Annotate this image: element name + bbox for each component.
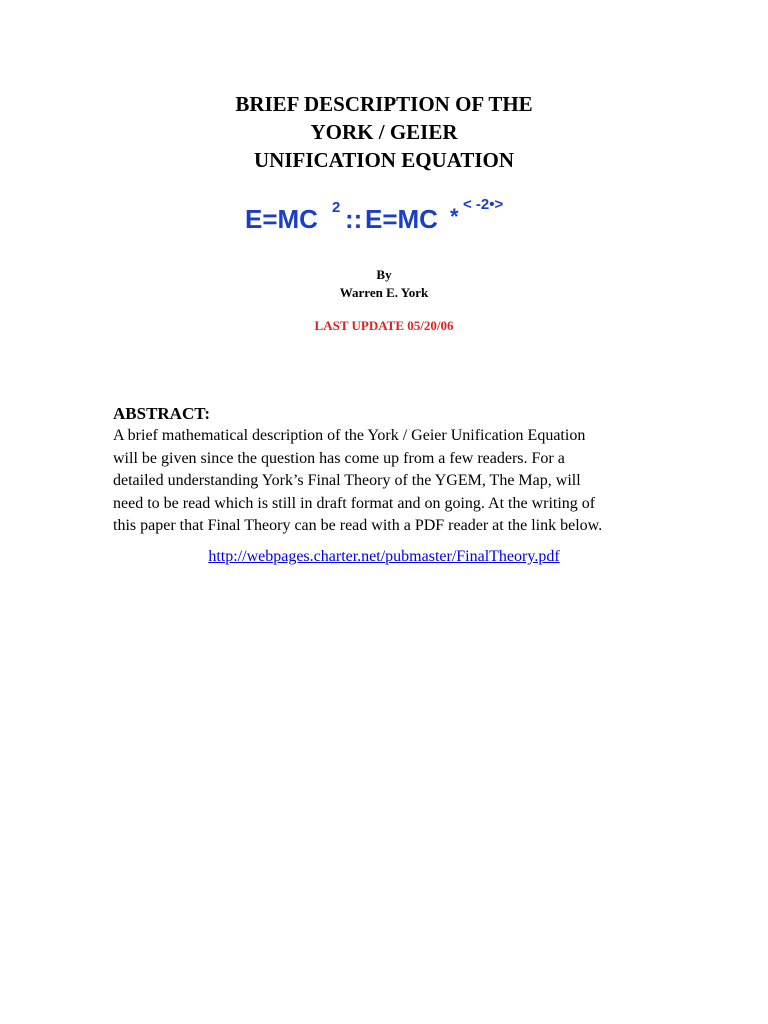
abstract-body — [113, 425, 658, 538]
equation-right-star: * — [450, 204, 459, 229]
abstract-line-1: A brief mathematical description of the York / Geier Unification Equation — [113, 427, 586, 444]
equation-left-exponent: 2 — [332, 199, 341, 216]
title-line-3: UNIFICATION EQUATION — [254, 148, 514, 172]
equation-left-base: E=MC — [245, 204, 318, 234]
title-line-2: YORK / GEIER — [310, 120, 458, 144]
final-theory-pdf-link[interactable]: http://webpages.charter.net/pubmaster/FinalTheory.pdf — [208, 548, 560, 565]
abstract-heading: ABSTRACT: — [113, 404, 210, 423]
by-label: By — [376, 267, 392, 282]
abstract-line-4: need to be read which is still in draft format and on going. At the writing of — [113, 494, 596, 512]
equation-right-base: E=MC — [365, 204, 438, 234]
byline — [0, 266, 768, 302]
abstract-line-3: detailed understanding York’s Final Theory of the YGEM, The Map, will — [113, 472, 581, 489]
abstract-line-2: will be given since the question has come up from a few readers. For a — [113, 449, 565, 467]
equation-separator: :: — [345, 204, 363, 234]
title-line-1: BRIEF DESCRIPTION OF THE — [235, 92, 533, 116]
equation-right-exponent: < -2•> — [463, 196, 504, 213]
author-name: Warren E. York — [339, 285, 429, 300]
last-update-notice: LAST UPDATE 05/20/06 — [314, 318, 454, 333]
abstract-line-5: this paper that Final Theory can be read with a PDF reader at the link below. — [113, 517, 603, 534]
document-title — [0, 90, 768, 174]
final-theory-link-container — [0, 547, 768, 567]
unification-equation-image — [245, 196, 545, 240]
